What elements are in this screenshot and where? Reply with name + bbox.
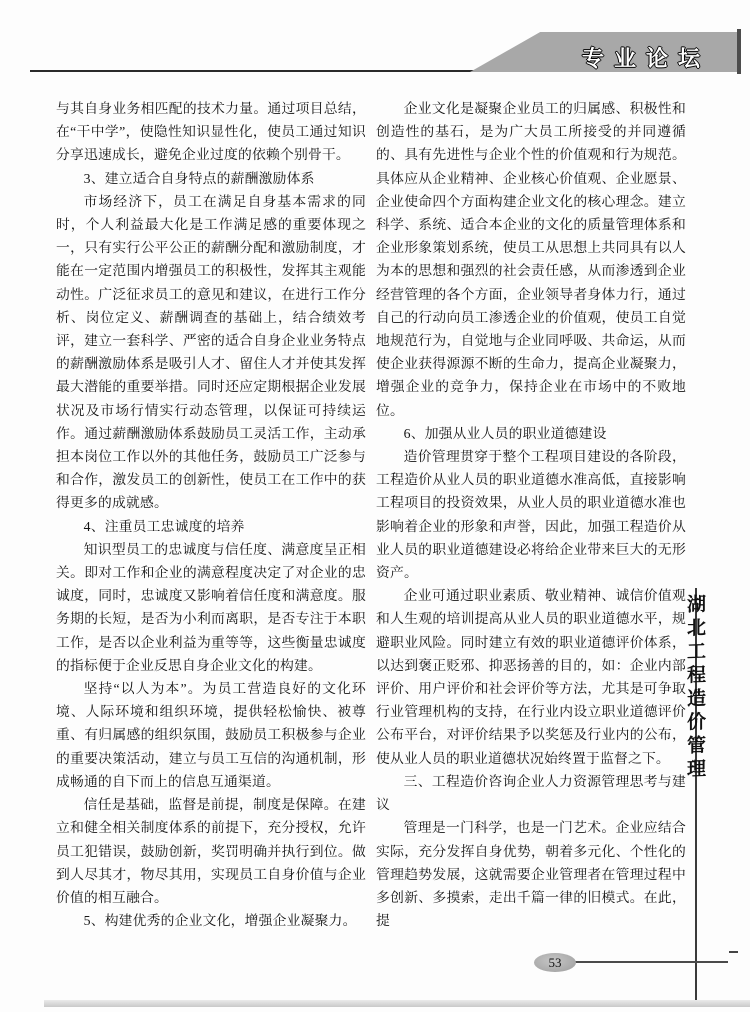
scan-edge-shadow xyxy=(44,1000,750,1007)
paragraph: 管理是一门科学，也是一门艺术。企业应结合实际，充分发挥自身优势，朝着多元化、个性化的管理趋势发展，这就需要企业管理者在管理过程中多创新、多摸索，走出千篇一律的旧模式。在此，提 xyxy=(376,820,686,929)
paragraph: 市场经济下，员工在满足自身基本需求的同时，个人利益最大化是工作满足感的重要体现之一，只有实行公平公正的薪酬分配和激励制度，才能在一定范围内增强员工的积极性，发挥其主观能动性。广泛征求员工的意见和建议，在进行工作分析、岗位定义、薪酬调查的基础上，结合绩效考评，建立一套科学、严密的适合自身企业业务特点的薪酬激励体系是吸引人才、留住人才并使其发挥最大潜能的重要举措。同时还应定期根据企业发展状况及市场行情实行动态管理，以保证可持续运作。通过薪酬激励体系鼓励员工灵活工作，主动承担本岗位工作以外的其他任务，鼓励员工广泛参与和合作，激发员工的创新性，使员工在工作中的获得更多的成就感。 xyxy=(56,193,366,511)
paragraph: 企业可通过职业素质、敬业精神、诚信价值观和人生观的培训提高从业人员的职业道德水平，规避职业风险。同时建立有效的职业道德评价体系，以达到褒正贬邪、抑恶扬善的目的，如：企业内部评价、用户评价和社会评价等方法，尤其是可争取行业管理机构的支持，在行业内设立职业道德评价公布平台，对评价结果予以奖惩及行业内的公布，使从业人员的职业道德状况始终置于监督之下。 xyxy=(376,588,686,766)
subsection-heading: 3、建立适合自身特点的薪酬激励体系 xyxy=(83,170,315,186)
left-text-column xyxy=(56,97,366,932)
right-text-column xyxy=(376,97,686,932)
paragraph: 信任是基础，监督是前提，制度是保障。在建立和健全相关制度体系的前提下，充分授权，允许员工犯错误，鼓励创新，奖罚明确并执行到位。做到人尽其才，物尽其用，实现员工自身价值与企业价值的相互融合。 xyxy=(56,797,366,905)
subsection-heading: 5、构建优秀的企业文化，增强企业凝聚力。 xyxy=(83,913,357,929)
footer-rule xyxy=(552,961,728,963)
paragraph: 知识型员工的忠诚度与信任度、满意度呈正相关。即对工作和企业的满意程度决定了对企业的忠诚度，同时，忠诚度又影响着信任度和满意度。服务期的长短，是否为小利而离职，是否专注于本职工作，是否以企业利益为重等等，这些衡量忠诚度的指标便于企业反思自身企业文化的构建。 xyxy=(56,541,366,673)
footer-dash-mark xyxy=(729,951,738,953)
paragraph: 企业文化是凝聚企业员工的归属感、积极性和创造性的基石，是为广大员工所接受的并同遵循的、具有先进性与企业个性的价值观和行为规范。具体应从企业精神、企业核心价值观、企业愿景、企业使命四个方面构建企业文化的核心理念。建立科学、系统、适合本企业的文化的质量管理体系和企业形象策划系统，使员工从思想上共同具有以人为本的思想和强烈的社会责任感，从而渗透到企业经营管理的各个方面，企业领导者身体力行，通过自己的行动向员工渗透企业的价值观，使员工自觉地规范行为，自觉地与企业同呼吸、共命运，从而使企业获得源源不断的生命力，提高企业凝聚力，增强企业的竞争力，保持企业在市场中的不败地位。 xyxy=(376,101,686,418)
paragraph: 与其自身业务相匹配的技术力量。通过项目总结，在“干中学”，使隐性知识显性化，使员工通过知识分享迅速成长，避免企业过度的依赖个别骨干。 xyxy=(56,101,366,163)
page-number: 53 xyxy=(548,955,562,970)
paragraph: 坚持“以人为本”。为员工营造良好的文化环境、人际环境和组织环境，提供轻松愉快、被尊重、有归属感的组织氛围，鼓励员工积极参与企业的重要决策活动，建立与员工互信的沟通机制，形成畅通的自下而上的信息互通渠道。 xyxy=(56,681,366,789)
page-number-badge xyxy=(534,953,576,972)
section-heading: 三、工程造价咨询企业人力资源管理思考与建议 xyxy=(376,773,686,813)
banner-edge-mark xyxy=(737,29,741,74)
section-banner-title: 专业论坛 xyxy=(582,46,711,71)
subsection-heading: 6、加强从业人员的职业道德建设 xyxy=(403,425,607,441)
journal-name-vertical: 湖北工程造价管理 xyxy=(684,593,705,783)
paragraph: 造价管理贯穿于整个工程项目建设的各阶段，工程造价从业人员的职业道德水准高低，直接影响工程项目的投资效果，从业人员的职业道德水准也影响着企业的形象和声誉，因此，加强工程造价从业人员的职业道德建设必将给企业带来巨大的无形资产。 xyxy=(376,449,686,581)
subsection-heading: 4、注重员工忠诚度的培养 xyxy=(83,518,245,534)
